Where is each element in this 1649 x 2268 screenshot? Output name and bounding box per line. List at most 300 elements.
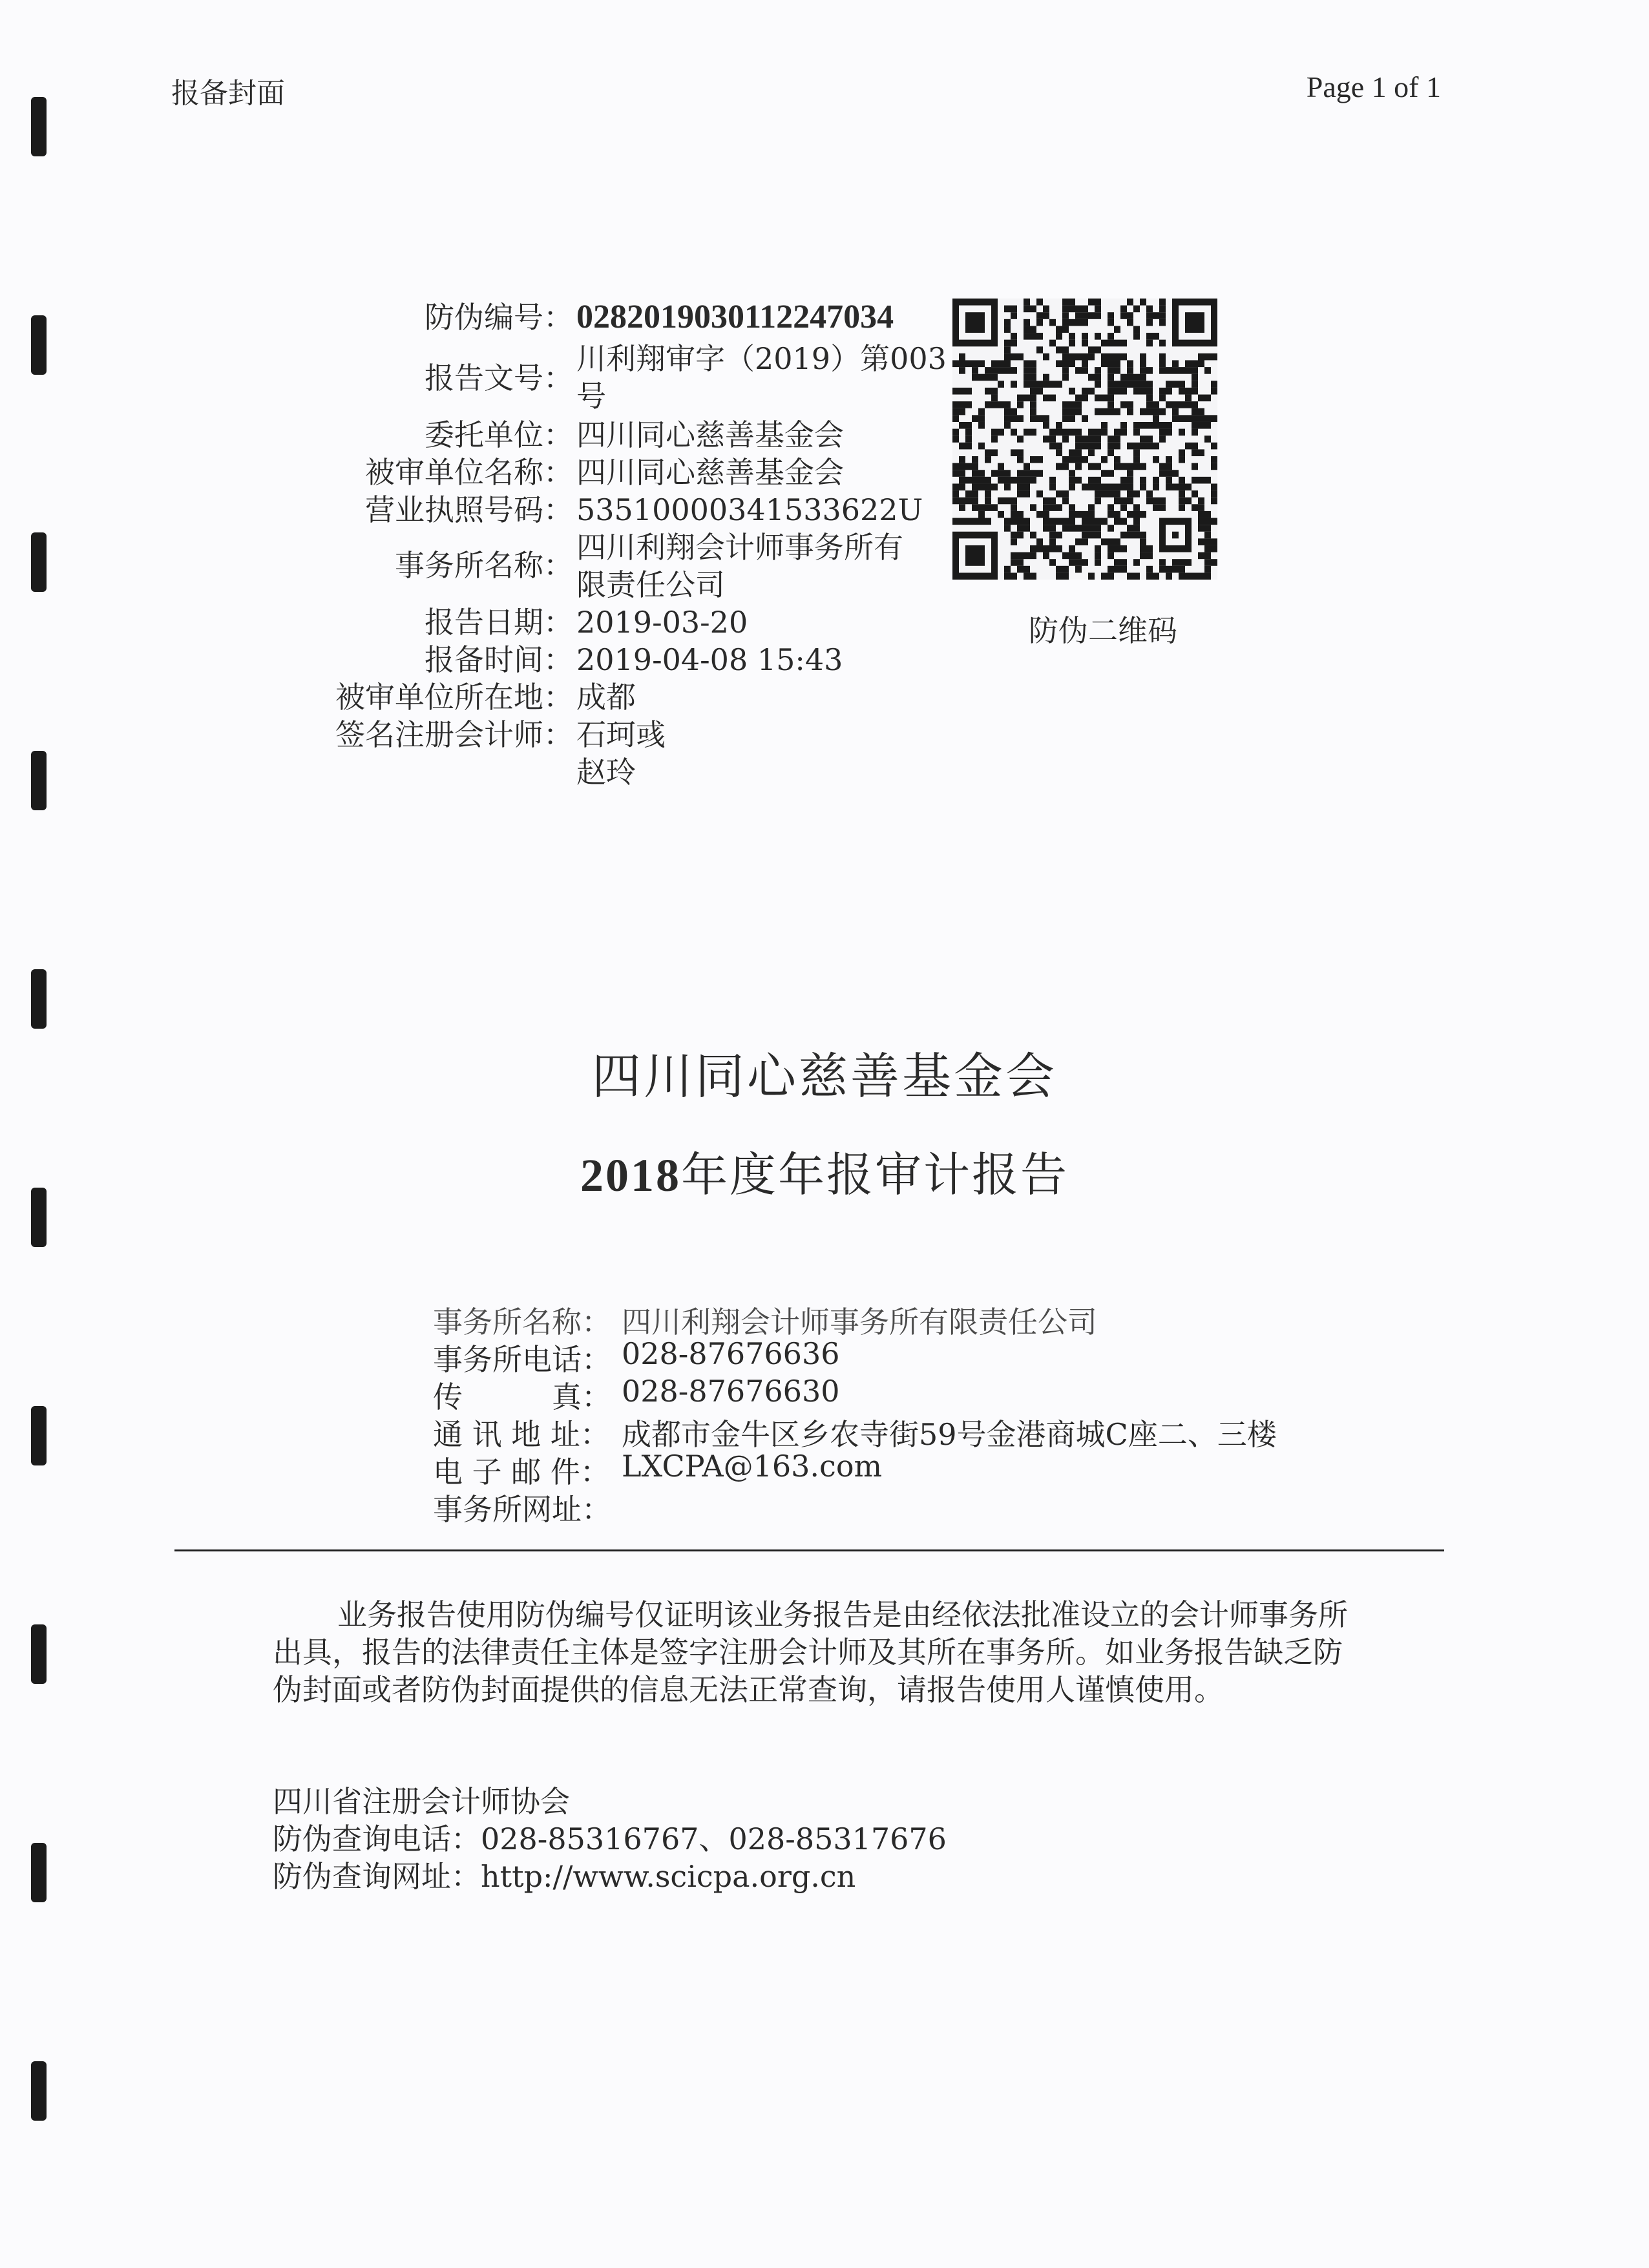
qr-module [1211,353,1217,361]
qr-module [965,360,972,367]
qr-module [998,381,1004,388]
qr-module [1159,367,1166,374]
firm-name-value: 四川利翔会计师事务所有 [576,530,903,565]
qr-module [1159,408,1166,415]
qr-module [1114,326,1120,333]
qr-module [1108,353,1114,361]
qr-module [1114,518,1120,525]
qr-module [1140,367,1146,374]
qr-module [1075,395,1082,402]
qr-module [1159,388,1166,395]
qr-module [1024,395,1030,402]
qr-module [1069,388,1075,395]
qr-module [1166,381,1172,388]
qr-module [1095,559,1101,566]
qr-module [1069,306,1075,313]
qr-module [1127,483,1133,490]
qr-module [1114,408,1120,415]
qr-module [1120,545,1127,552]
qr-module [1036,470,1043,477]
firm-label: 事务所名称： [433,1305,611,1339]
qr-module [991,470,998,477]
qr-module [1159,504,1166,511]
qr-module [972,360,978,367]
qr-module [978,518,985,525]
qr-module [1030,401,1036,408]
qr-module [1004,346,1011,353]
qr-module [1017,395,1024,402]
qr-module [1211,538,1217,545]
qr-module [1004,340,1011,347]
qr-module [1140,360,1146,367]
qr-module [1069,408,1075,415]
qr-module [959,422,965,429]
qr-module [1075,408,1082,415]
qr-module [1011,367,1017,374]
qr-module [1056,360,1062,367]
qr-module [1204,477,1211,484]
qr-module [1004,360,1011,367]
qr-module [1062,312,1069,319]
qr-module [1017,525,1024,532]
qr-module [1159,470,1166,477]
qr-module [1075,559,1082,566]
qr-module [1024,306,1030,313]
qr-module [1049,532,1056,539]
qr-module [1024,367,1030,374]
qr-module [1211,490,1217,498]
qr-module [1120,566,1127,573]
qr-module [1095,477,1101,484]
qr-module [1146,319,1153,326]
qr-module [1166,456,1172,463]
qr-module [1179,415,1185,422]
qr-module [1185,443,1192,450]
qr-module [1140,511,1146,518]
qr-module [1133,326,1140,333]
qr-module [1146,367,1153,374]
qr-module [1120,312,1127,319]
qr-module [1185,395,1192,402]
qr-module [1095,346,1101,353]
qr-module [1069,518,1075,525]
qr-module [1075,353,1082,361]
qr-module [1120,401,1127,408]
qr-module [1062,319,1069,326]
qr-module [1024,490,1030,498]
verify-url-label: 防伪查询网址： [273,1859,481,1894]
qr-module [1211,463,1217,470]
qr-module [1153,408,1159,415]
qr-module [1036,319,1043,326]
qr-module [952,463,959,470]
qr-module [1062,374,1069,381]
qr-module [1198,449,1204,456]
qr-module [959,367,965,374]
qr-module [1204,572,1211,580]
qr-module [1082,532,1088,539]
qr-module [1198,360,1204,367]
qr-module [972,456,978,463]
qr-module [1075,443,1082,450]
qr-module [959,470,965,477]
qr-module [1030,306,1036,313]
qr-module [1082,436,1088,443]
qr-module [1017,532,1024,539]
qr-module [1043,374,1049,381]
qr-module [1082,456,1088,463]
qr-module [1101,429,1108,436]
qr-module [1198,504,1204,511]
qr-module [1159,319,1166,326]
qr-module [1204,395,1211,402]
qr-module [1030,374,1036,381]
qr-module [1166,429,1172,436]
qr-module [1024,333,1030,340]
qr-module [1140,353,1146,361]
qr-module [1017,566,1024,573]
qr-module [1075,552,1082,560]
qr-module [1120,463,1127,470]
qr-module [1088,443,1095,450]
qr-module [998,360,1004,367]
qr-module [998,470,1004,477]
qr-module [972,477,978,484]
qr-module [1017,456,1024,463]
qr-module [1108,401,1114,408]
qr-module [1101,340,1108,347]
qr-module [1198,408,1204,415]
qr-module [1062,415,1069,422]
qr-module [965,429,972,436]
qr-module [1011,572,1017,580]
qr-module [1133,381,1140,388]
qr-module [972,490,978,498]
qr-module [1146,333,1153,340]
qr-module [1043,511,1049,518]
qr-module [1114,388,1120,395]
qr-module [1062,463,1069,470]
qr-module [978,483,985,490]
qr-module [959,483,965,490]
qr-module [1101,470,1108,477]
qr-module [1198,477,1204,484]
qr-module [1166,470,1172,477]
qr-module [1004,525,1011,532]
qr-module [1017,518,1024,525]
qr-module [1127,367,1133,374]
qr-module [952,360,959,367]
qr-module [1069,340,1075,347]
qr-module [1108,511,1114,518]
qr-module [1198,415,1204,422]
qr-module [1095,463,1101,470]
qr-module [1004,566,1011,573]
qr-module [1069,456,1075,463]
signing-cpa-value-2: 赵玲 [576,755,636,790]
qr-module [1140,483,1146,490]
qr-module [1127,443,1133,450]
qr-module [1030,326,1036,333]
qr-module [1133,422,1140,429]
qr-module [952,490,959,498]
punch-hole [31,1843,47,1902]
verify-phone-line [273,1816,947,1858]
qr-module [1069,429,1075,436]
report-date-label: 报告日期： [425,605,573,640]
qr-module [1127,572,1133,580]
qr-module [1030,395,1036,402]
qr-module [972,498,978,505]
qr-module [991,374,998,381]
qr-module [1088,374,1095,381]
qr-module [1043,381,1049,388]
qr-module [1146,306,1153,313]
qr-module [1088,312,1095,319]
qr-module [1204,552,1211,560]
filing-time-value: 2019-04-08 15:43 [576,642,843,677]
qr-module [1114,381,1120,388]
qr-module [1049,429,1056,436]
qr-module [985,504,991,511]
qr-module [1069,319,1075,326]
qr-module [1204,525,1211,532]
qr-module [1101,408,1108,415]
qr-module [1082,559,1088,566]
client-value: 四川同心慈善基金会 [576,417,844,452]
qr-module [1108,381,1114,388]
qr-module [1062,326,1069,333]
qr-module [1095,443,1101,450]
qr-module [1133,490,1140,498]
qr-module [1043,422,1049,429]
qr-module [1192,408,1198,415]
qr-module [1146,490,1153,498]
qr-module [1185,367,1192,374]
qr-module [1159,436,1166,443]
qr-module [998,401,1004,408]
qr-module [965,443,972,450]
qr-module [1108,483,1114,490]
qr-module [1172,408,1179,415]
qr-module [1056,545,1062,552]
qr-module [1179,429,1185,436]
qr-module [1024,381,1030,388]
qr-module [1146,312,1153,319]
verify-url-value[interactable]: http://www.scicpa.org.cn [481,1859,856,1894]
qr-module [1082,525,1088,532]
qr-module [1088,449,1095,456]
qr-module [1204,532,1211,539]
qr-module [1095,518,1101,525]
qr-module [1204,436,1211,443]
qr-module [1043,436,1049,443]
qr-module [1140,436,1146,443]
qr-module [1075,566,1082,573]
qr-module [972,483,978,490]
qr-module [1024,360,1030,367]
qr-module [1082,312,1088,319]
qr-module [1004,401,1011,408]
qr-module [1166,566,1172,573]
qr-module [1017,559,1024,566]
qr-module [972,374,978,381]
qr-module [1127,408,1133,415]
qr-module [1153,401,1159,408]
qr-module [1153,483,1159,490]
firm-value: 028-87676636 [622,1336,840,1371]
qr-module [1159,340,1166,347]
qr-module [1179,483,1185,490]
qr-module [1049,504,1056,511]
qr-module [1172,360,1179,367]
qr-module [1082,367,1088,374]
qr-module [1146,436,1153,443]
qr-module [1108,449,1114,456]
qr-module [1192,415,1198,422]
qr-module [1108,572,1114,580]
qr-module [1075,401,1082,408]
qr-module [1127,470,1133,477]
qr-module [1114,340,1120,347]
qr-module [1114,443,1120,450]
qr-module [1153,477,1159,484]
qr-module [1036,545,1043,552]
qr-module [1127,498,1133,505]
qr-module [1043,306,1049,313]
qr-module [1011,504,1017,511]
qr-module [1069,559,1075,566]
qr-module [1004,408,1011,415]
qr-module [1108,408,1114,415]
qr-module [965,498,972,505]
qr-module [1062,353,1069,361]
qr-module [1049,436,1056,443]
qr-module [1088,572,1095,580]
qr-module [1030,504,1036,511]
qr-module [1011,498,1017,505]
qr-module [1062,456,1069,463]
qr-module [1062,408,1069,415]
qr-module [1011,312,1017,319]
qr-module [1166,572,1172,580]
qr-module [1011,353,1017,361]
qr-module [985,388,991,395]
qr-module [1133,456,1140,463]
qr-module [1133,374,1140,381]
entity-location-value: 成都 [576,680,636,715]
audited-entity-label: 被审单位名称： [365,455,573,490]
qr-module [959,456,965,463]
qr-module [1140,532,1146,539]
page-number: Page 1 of 1 [1306,70,1441,103]
divider [174,1549,1444,1551]
qr-module [1056,566,1062,573]
qr-module [1011,511,1017,518]
report-number-value: 川利翔审字（2019）第003 [576,341,947,376]
qr-module [1114,436,1120,443]
qr-module [1204,559,1211,566]
qr-module [1069,470,1075,477]
qr-module [972,518,978,525]
qr-module [1204,518,1211,525]
qr-module [1011,415,1017,422]
anti-fake-number-value: 0282019030112247034 [576,299,894,335]
qr-module [1211,545,1217,552]
qr-module [1082,538,1088,545]
qr-module [1069,483,1075,490]
qr-module [1011,333,1017,340]
qr-module [1011,559,1017,566]
qr-module [1036,415,1043,422]
verify-phone-label: 防伪查询电话： [273,1822,481,1856]
report-number-label: 报告文号： [425,361,573,395]
qr-module [1095,532,1101,539]
qr-module [1179,498,1185,505]
qr-module [1004,498,1011,505]
qr-module [985,449,991,456]
qr-module [1108,312,1114,319]
qr-module [1133,504,1140,511]
qr-module [1133,463,1140,470]
qr-module [978,422,985,429]
qr-module [1056,346,1062,353]
firm-value: 028-87676630 [622,1374,840,1409]
verify-phone-value: 028-85316767、028-85317676 [481,1822,947,1856]
firm-label: 事务所网址： [433,1492,611,1527]
qr-module [1114,360,1120,367]
qr-module [1159,306,1166,313]
qr-module [1017,449,1024,456]
qr-module [1030,470,1036,477]
qr-module [1011,477,1017,484]
firm-value: 四川利翔会计师事务所有限责任公司 [622,1305,1097,1339]
qr-module [1036,490,1043,498]
qr-module [1069,525,1075,532]
qr-module [1204,367,1211,374]
qr-module [991,360,998,367]
qr-module [1095,333,1101,340]
qr-module [1075,312,1082,319]
qr-module [1146,443,1153,450]
firm-name-value-cont: 限责任公司 [576,567,725,602]
firm-label: 传 真： [433,1380,611,1414]
qr-module [1011,408,1017,415]
qr-module [1198,422,1204,429]
qr-module [1082,333,1088,340]
report-date-value: 2019-03-20 [576,605,748,640]
signing-cpa-label: 签名注册会计师： [335,717,573,752]
qr-module [1198,518,1204,525]
qr-module [959,408,965,415]
qr-module [1062,566,1069,573]
client-label: 委托单位： [425,417,573,452]
qr-module [1049,518,1056,525]
qr-module [1036,381,1043,388]
signing-cpa-value: 石珂彧 [576,717,666,752]
qr-module [978,415,985,422]
qr-module [952,388,959,395]
qr-module [985,456,991,463]
qr-module [1062,346,1069,353]
qr-module [1088,353,1095,361]
qr-module [1179,456,1185,463]
qr-module [1011,429,1017,436]
qr-module [1127,381,1133,388]
qr-module [1120,532,1127,539]
qr-module [1192,401,1198,408]
notice-paragraph: 业务报告使用防伪编号仅证明该业务报告是由经依法批准设立的会计师事务所出具，报告的法律责任主体是签字注册会计师及其所在事务所。如业务报告缺乏防伪封面或者防伪封面提供的信息无法正常查询，请报告使用人谨慎使用。 [273,1597,1348,1707]
